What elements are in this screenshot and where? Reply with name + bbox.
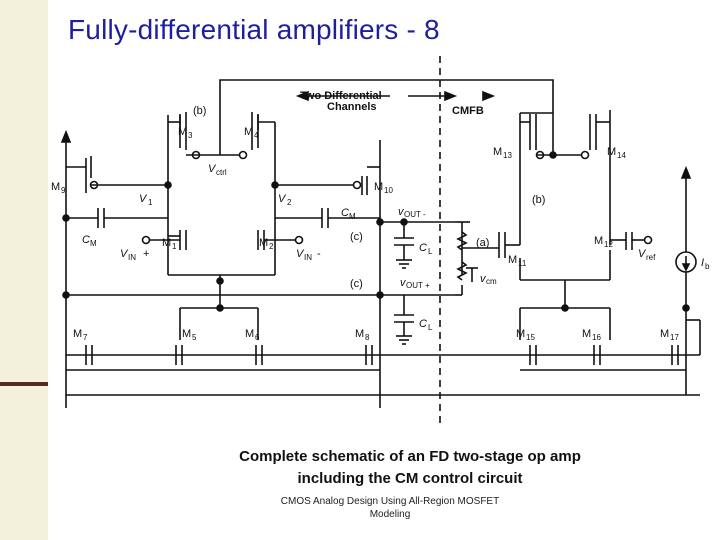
footer-line-1: CMOS Analog Design Using All-Region MOSFET [280, 496, 500, 507]
svg-text:2: 2 [269, 242, 274, 251]
label-m9 [51, 181, 66, 195]
right-half-wiring [455, 110, 700, 395]
vin-plus-label: V [120, 248, 128, 260]
label-c-lower: (c) [350, 278, 363, 290]
slide-title: Fully-differential amplifiers - 8 [68, 14, 440, 45]
svg-text:1: 1 [172, 242, 177, 251]
svg-text:17: 17 [670, 333, 679, 342]
vin-minus-sub: IN [304, 253, 312, 262]
label-b-right: (b) [532, 194, 546, 206]
schematic-panel [52, 54, 712, 430]
left-half-wiring [62, 112, 700, 408]
cm-left-sub: M [90, 239, 97, 248]
svg-text:M: M [355, 328, 365, 340]
svg-text:9: 9 [61, 186, 66, 195]
cl-top-label: C [419, 242, 427, 254]
label-m1 [162, 237, 177, 251]
vin-minus-label: V [296, 248, 304, 260]
vout-plus-sub: OUT + [406, 281, 430, 290]
footer-line-2: Modeling [369, 509, 411, 520]
svg-text:M: M [516, 328, 526, 340]
svg-text:5: 5 [192, 333, 197, 342]
svg-text:M: M [374, 181, 384, 193]
svg-text:M: M [178, 126, 188, 138]
label-m16 [582, 328, 601, 342]
vin-plus-sign: + [143, 248, 150, 260]
svg-text:M: M [162, 237, 172, 249]
label-m14 [607, 146, 626, 160]
cm-left-label: C [82, 234, 90, 246]
svg-text:M: M [51, 181, 61, 193]
svg-text:4: 4 [254, 131, 259, 140]
label-b-left: (b) [193, 105, 207, 117]
label-a: (a) [476, 237, 490, 249]
v2-label: V [278, 193, 286, 205]
svg-text:10: 10 [384, 186, 393, 195]
svg-text:13: 13 [503, 151, 512, 160]
cl-top-sub: L [428, 247, 433, 256]
svg-text:M: M [660, 328, 670, 340]
svg-text:M: M [607, 146, 617, 158]
vout-plus-label: v [400, 277, 406, 289]
label-m4 [244, 126, 259, 140]
label-m3 [178, 126, 193, 140]
two-channels-label: Two Differential [300, 90, 382, 102]
label-c-upper: (c) [350, 231, 363, 243]
vref-sub: ref [646, 253, 656, 262]
slide-footer [240, 495, 540, 521]
label-m8 [355, 328, 370, 342]
svg-text:M: M [493, 146, 503, 158]
svg-text:15: 15 [526, 333, 535, 342]
svg-text:M: M [594, 235, 604, 247]
vctrl-label: V [208, 163, 216, 175]
vout-minus-sub: OUT - [404, 210, 426, 219]
figure-caption [180, 446, 640, 490]
svg-text:8: 8 [365, 333, 370, 342]
circuit-schematic [52, 54, 712, 430]
label-m2 [259, 237, 274, 251]
svg-text:3: 3 [188, 131, 193, 140]
ib-label: I [701, 257, 705, 269]
svg-text:16: 16 [592, 333, 601, 342]
v1-sub: 1 [148, 198, 153, 207]
v2-sub: 2 [287, 198, 292, 207]
label-m17 [660, 328, 679, 342]
cm-right-sub: M [349, 212, 356, 221]
slide-accent-line [0, 382, 48, 386]
svg-text:11: 11 [518, 259, 527, 268]
svg-text:6: 6 [255, 333, 260, 342]
vcm-label: v [480, 273, 486, 285]
cl-bot-sub: L [428, 323, 433, 332]
label-m11 [508, 254, 527, 268]
svg-text:12: 12 [604, 240, 613, 249]
v1-label: V [139, 193, 147, 205]
svg-text:7: 7 [83, 333, 88, 342]
svg-text:M: M [245, 328, 255, 340]
cl-bot-label: C [419, 318, 427, 330]
cm-right-label: C [341, 207, 349, 219]
svg-text:M: M [182, 328, 192, 340]
svg-text:M: M [244, 126, 254, 138]
vin-minus-sign: - [317, 248, 321, 260]
label-m13 [493, 146, 512, 160]
vref-label: V [638, 248, 646, 260]
caption-line-2: including the CM control circuit [297, 470, 523, 487]
cmfb-label: CMFB [452, 105, 484, 117]
label-m10 [374, 181, 393, 195]
svg-text:M: M [73, 328, 83, 340]
svg-text:M: M [259, 237, 269, 249]
vcm-sub: cm [486, 277, 497, 286]
svg-text:M: M [582, 328, 592, 340]
svg-text:14: 14 [617, 151, 626, 160]
two-channels-label-2: Channels [327, 101, 377, 113]
caption-line-1: Complete schematic of an FD two-stage op amp [239, 448, 581, 465]
label-m5 [182, 328, 197, 342]
vctrl-sub: ctrl [216, 168, 227, 177]
slide-side-bar [0, 0, 48, 540]
vin-plus-sub: IN [128, 253, 136, 262]
label-m15 [516, 328, 535, 342]
svg-text:M: M [508, 254, 518, 266]
ib-sub: b [705, 262, 710, 271]
label-m7 [73, 328, 88, 342]
vout-minus-label: v [398, 206, 404, 218]
